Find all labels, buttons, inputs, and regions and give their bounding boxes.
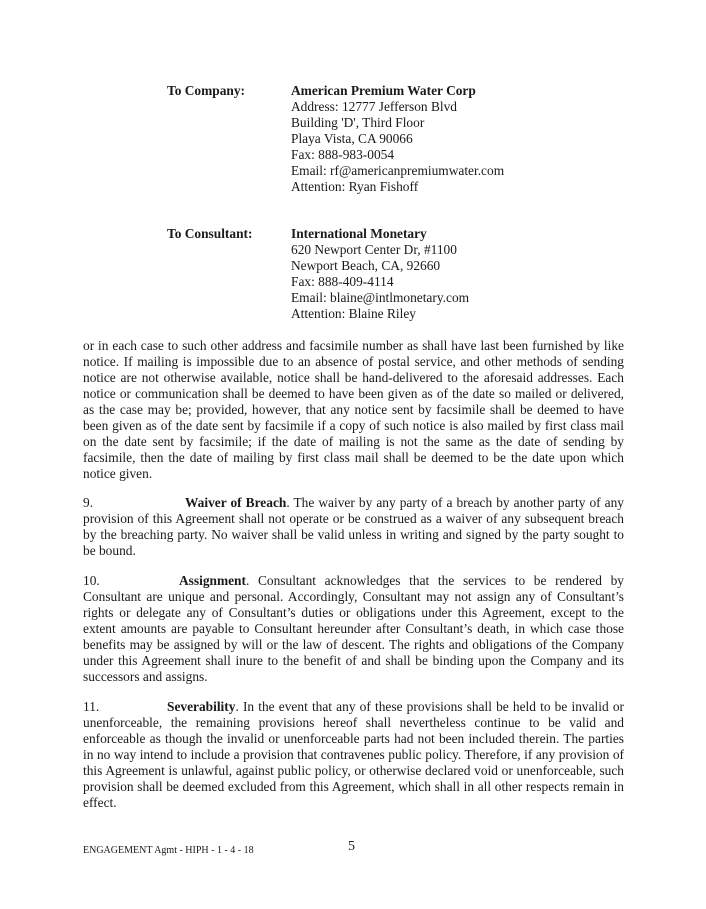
consultant-name: International Monetary bbox=[291, 226, 427, 241]
section-heading: Waiver of Breach bbox=[185, 495, 287, 510]
section-number-text: 11. bbox=[83, 699, 100, 714]
consultant-address-line: Newport Beach, CA, 92660 bbox=[291, 258, 441, 273]
page-number: 5 bbox=[348, 839, 355, 854]
consultant-fax: Fax: 888-409-4114 bbox=[291, 274, 394, 289]
section-number bbox=[83, 699, 148, 715]
notice-continuation-paragraph: or in each case to such other address and facsimile number as shall have last been furnished by like notice. If mailing is impossible due to an absence of postal service, and other methods of sending notice are not otherwise available, notice shall be hand-delivered to the aforesaid addresses. Each notice or communication shall be deemed to have been given as of the date so mailed or delivered, as the case may be; provided, however, that any notice sent by facsimile shall be deemed to have been given as of the date sent by facsimile if a copy of such notice is also mailed by first class mail on the date sent by facsimile; if the date of mailing is not the same as the date of sending by facsimile, then the date of mailing by first class mail shall be deemed to be the date upon which notice given. bbox=[83, 338, 624, 481]
section-text: . In the event that any of these provisions shall be held to be invalid or unenforceable, the remaining provisions hereof shall nevertheless continue to be valid and enforceable as though the invalid or unenforceable parts had not been included therein. The parties in no way intend to include a provision that contravenes public policy. Therefore, if any provision of this Agreement is unlawful, against public policy, or otherwise declared void or unenforceable, such provision shall be deemed excluded from this Agreement, which shall in all other respects remain in effect. bbox=[83, 699, 624, 810]
section-severability bbox=[83, 699, 624, 811]
section-heading: Assignment bbox=[179, 573, 246, 588]
company-name: American Premium Water Corp bbox=[291, 83, 476, 98]
consultant-email: Email: blaine@intlmonetary.com bbox=[291, 290, 470, 305]
section-number bbox=[83, 495, 166, 511]
company-email: Email: rf@americanpremiumwater.com bbox=[291, 163, 505, 178]
company-address-line: Playa Vista, CA 90066 bbox=[291, 131, 413, 146]
company-label: To Company: bbox=[167, 83, 246, 98]
section-number-text: 10. bbox=[83, 573, 100, 588]
section-heading: Severability bbox=[167, 699, 236, 714]
company-address-lines bbox=[291, 83, 504, 195]
company-fax: Fax: 888-983-0054 bbox=[291, 147, 395, 162]
consultant-label: To Consultant: bbox=[167, 226, 253, 241]
consultant-address-line: 620 Newport Center Dr, #1100 bbox=[291, 242, 457, 257]
footer-document-id: ENGAGEMENT Agmt - HIPH - 1 - 4 - 18 bbox=[83, 845, 254, 856]
section-text: . The waiver by any party of a breach by another party of any provision of this Agreement shall not operate or be construed as a waiver of any subsequent breach by the breaching party. No waiver shall be valid unless in writing and signed by the party sought to be bound. bbox=[83, 495, 625, 558]
section-number-text: 9. bbox=[83, 495, 94, 510]
section-assignment bbox=[83, 573, 624, 685]
section-text: . Consultant acknowledges that the services to be rendered by Consultant are unique and personal. Accordingly, Consultant may not assign any of Consultant’s rights or delegate any of Consultant’s duties or obligations under this Agreement, except to the extent amounts are payable to Consultant hereunder after Consultant’s death, in which case those benefits may be assigned by will or the law of descent. The rights and obligations of the Company under this Agreement shall inure to the benefit of and shall be binding upon the Company and its successors and assigns. bbox=[83, 573, 624, 684]
section-waiver-of-breach bbox=[83, 495, 624, 559]
company-address-line: Building 'D', Third Floor bbox=[291, 115, 425, 130]
company-attention: Attention: Ryan Fishoff bbox=[291, 179, 419, 194]
company-address-line: Address: 12777 Jefferson Blvd bbox=[291, 99, 458, 114]
consultant-address-lines bbox=[291, 226, 469, 322]
consultant-attention: Attention: Blaine Riley bbox=[291, 306, 416, 321]
section-number bbox=[83, 573, 145, 589]
